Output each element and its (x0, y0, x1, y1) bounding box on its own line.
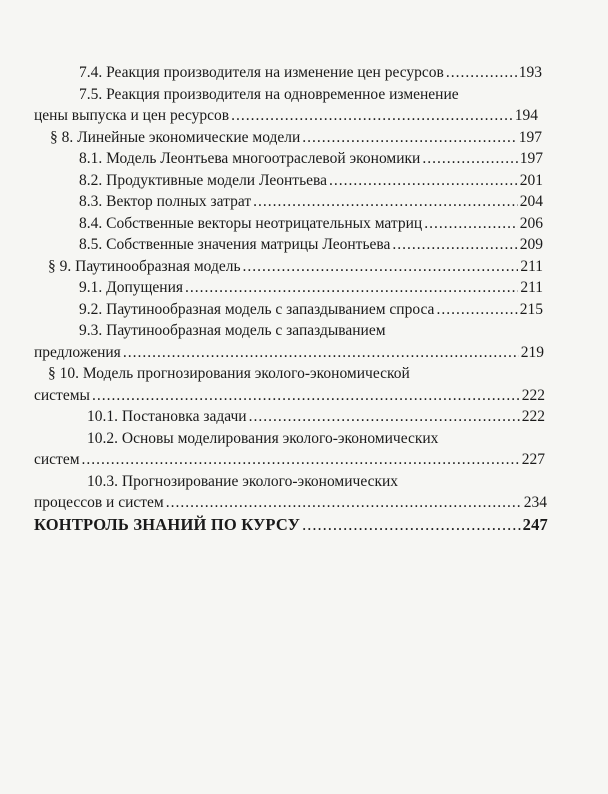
toc-entry-8-2 (79, 170, 543, 192)
toc-entry-section-8 (50, 127, 542, 149)
table-of-contents (0, 62, 608, 535)
toc-page-number: 193 (518, 64, 542, 81)
toc-entry-title-line2: процессов и систем (34, 494, 164, 511)
toc-entry-10-2 (34, 428, 545, 471)
toc-entry-title: § 8. Линейные экономические модели (50, 128, 301, 146)
toc-entry-title: 8.4. Собственные векторы неотрицательных матриц (79, 214, 423, 232)
toc-entry-10-1 (87, 406, 545, 428)
toc-entry-title: 10.1. Постановка задачи (87, 408, 247, 425)
toc-entry-title-line2: предложения (34, 343, 121, 361)
toc-entry-title-line2: системы (34, 386, 90, 404)
toc-page-number: 194 (514, 107, 538, 124)
toc-page-number: 211 (520, 257, 543, 275)
toc-page-number: 206 (519, 214, 543, 232)
toc-page-number: 222 (521, 386, 545, 404)
leader-dots (436, 299, 517, 321)
toc-entry-9-3 (34, 320, 544, 363)
leader-dots (302, 514, 521, 536)
toc-entry-title-line1: § 10. Модель прогнозирования эколого-экономической (48, 365, 410, 382)
leader-dots (392, 234, 517, 256)
leader-dots (185, 277, 518, 299)
toc-page-number: 222 (521, 408, 545, 425)
toc-entry-title: КОНТРОЛЬ ЗНАНИЙ ПО КУРСУ (34, 514, 301, 534)
toc-entry-title-line1: 9.3. Паутинообразная модель с запаздыванием (79, 322, 386, 339)
leader-dots (82, 449, 520, 471)
toc-entry-9-2 (79, 299, 543, 321)
toc-entry-title-line1: 7.5. Реакция производителя на одновременное изменение (79, 85, 459, 103)
toc-page-number: 234 (523, 494, 547, 511)
leader-dots (446, 62, 517, 84)
leader-dots (424, 213, 518, 235)
toc-entry-knowledge-check (34, 514, 548, 536)
leader-dots (92, 385, 520, 407)
leader-dots (166, 492, 522, 514)
toc-page-number: 197 (519, 150, 543, 167)
toc-entry-9-1 (79, 277, 543, 299)
toc-page-number: 209 (519, 236, 543, 253)
toc-page-number: 211 (520, 279, 543, 296)
toc-entry-section-10 (34, 363, 545, 406)
toc-entry-7-4 (79, 62, 542, 84)
toc-entry-title-line2: систем (34, 451, 80, 468)
leader-dots (329, 170, 518, 192)
toc-entry-title-line1: 10.3. Прогнозирование эколого-экономических (87, 472, 399, 490)
toc-entry-8-5 (79, 234, 543, 256)
toc-page-number: 201 (519, 171, 543, 189)
toc-page-number: 219 (520, 343, 544, 361)
toc-entry-title: 9.2. Паутинообразная модель с запаздыванием спроса (79, 300, 435, 318)
toc-entry-10-3 (34, 471, 547, 514)
toc-entry-section-9 (48, 256, 543, 278)
leader-dots (249, 406, 520, 428)
leader-dots (253, 191, 518, 213)
toc-page-number: 227 (521, 451, 545, 468)
toc-entry-title: 8.2. Продуктивные модели Леонтьева (79, 171, 328, 189)
leader-dots (243, 256, 519, 278)
toc-page-number: 197 (518, 128, 542, 146)
toc-entry-title: 8.5. Собственные значения матрицы Леонтьева (79, 236, 391, 253)
toc-page-number: 204 (519, 193, 543, 210)
toc-entry-title: 8.3. Вектор полных затрат (79, 193, 252, 210)
toc-entry-title-line2: цены выпуска и цен ресурсов (34, 107, 230, 124)
toc-entry-title: 7.4. Реакция производителя на изменение цен ресурсов (79, 64, 444, 81)
leader-dots (422, 148, 517, 170)
toc-entry-title-line1: 10.2. Основы моделирования эколого-экономических (87, 429, 439, 447)
toc-page-number: 215 (519, 300, 543, 318)
toc-entry-title: § 9. Паутинообразная модель (48, 257, 241, 275)
toc-entry-8-4 (79, 213, 543, 235)
leader-dots (302, 127, 516, 149)
toc-entry-title: 9.1. Допущения (79, 279, 184, 296)
leader-dots (231, 105, 513, 127)
leader-dots (123, 342, 519, 364)
toc-page-number: 247 (522, 514, 548, 534)
toc-entry-8-1 (79, 148, 543, 170)
toc-entry-7-5 (34, 84, 538, 127)
toc-entry-8-3 (79, 191, 543, 213)
toc-entry-title: 8.1. Модель Леонтьева многоотраслевой экономики (79, 150, 421, 167)
